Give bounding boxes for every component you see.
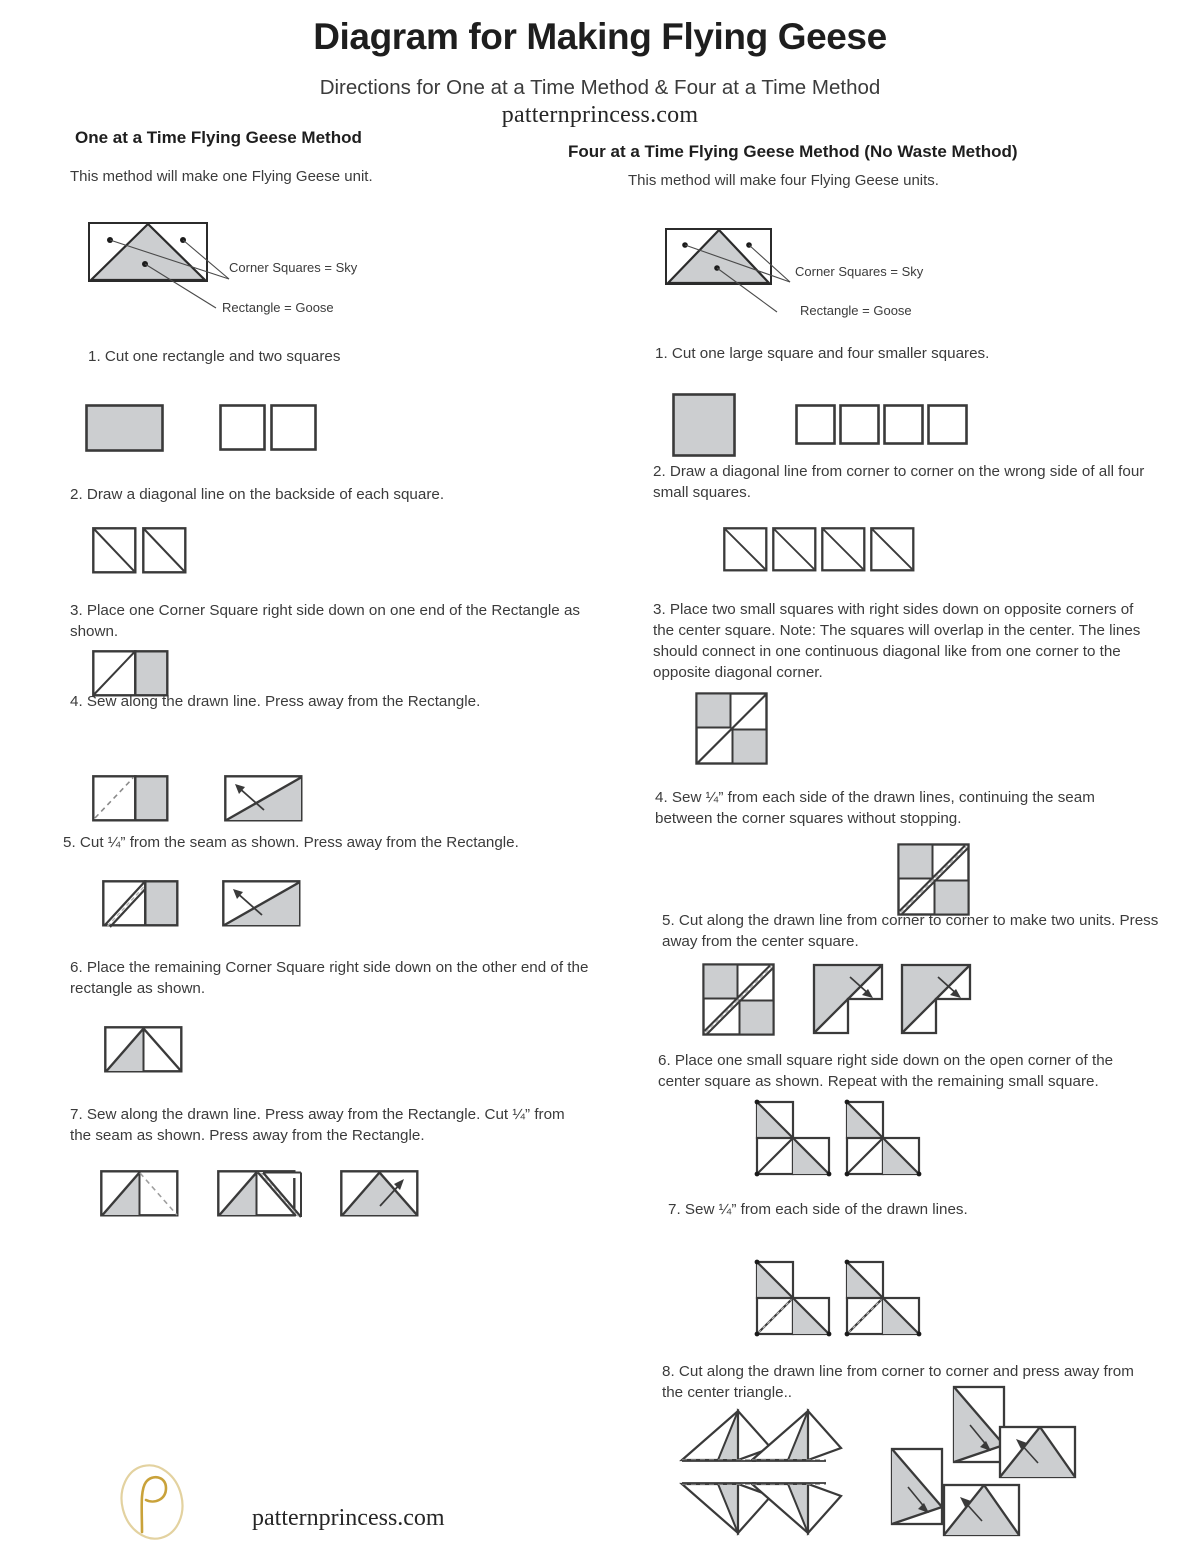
left-step-5-diagram: [102, 880, 342, 932]
right-step-1-text: [655, 344, 1155, 365]
left-legend-rectangle-label: Rectangle = Goose: [222, 300, 334, 315]
right-step-1-number: 1.: [655, 345, 668, 362]
left-step-4-body: Sew along the drawn line. Press away from the Rectangle.: [86, 693, 481, 710]
left-step-3-diagram: [92, 650, 202, 698]
right-step-8-diagram-left: [678, 1408, 868, 1548]
right-step-5-text: [662, 911, 1162, 953]
right-column-heading: Four at a Time Flying Geese Method (No Waste Method): [568, 142, 1018, 161]
right-step-7-body: Sew ¼” from each side of the drawn lines.: [684, 1201, 968, 1218]
left-step-6-text: [70, 958, 590, 1000]
left-step-2-body: Draw a diagonal line on the backside of each square.: [86, 486, 445, 503]
right-step-6-number: 6.: [658, 1052, 671, 1069]
footer-website-url: patternprincess.com: [252, 1505, 445, 1531]
header-website-url: patternprincess.com: [501, 102, 699, 128]
left-step-4-number: 4.: [70, 693, 83, 710]
right-step-2-diagram: [723, 527, 923, 575]
right-step-1-diagram: [672, 393, 972, 459]
left-step-3-text: [70, 601, 600, 643]
right-step-5-body: Cut along the drawn line from corner to corner to make two units. Press away from the center square.: [662, 912, 1159, 950]
left-step-1-body: Cut one rectangle and two squares: [104, 348, 341, 365]
left-column-heading: One at a Time Flying Geese Method: [75, 128, 362, 147]
right-step-6-body: Place one small square right side down on the open corner of the center square as shown. Repeat with the remaining small square.: [658, 1052, 1114, 1090]
left-step-5-number: 5.: [63, 834, 76, 851]
left-legend-corner-label: Corner Squares = Sky: [229, 260, 358, 275]
right-step-5-number: 5.: [662, 912, 675, 929]
brand-logo: [112, 1460, 192, 1544]
right-step-2-text: [653, 462, 1156, 504]
right-step-7-number: 7.: [668, 1201, 681, 1218]
right-column-subheading: This method will make four Flying Geese units.: [628, 172, 939, 189]
left-step-4-text: [70, 692, 590, 713]
right-legend-rectangle-label: Rectangle = Goose: [800, 303, 912, 318]
right-step-5-diagram: [702, 963, 992, 1047]
left-step-5-text: [63, 833, 583, 854]
right-step-8-diagram-right: [890, 1385, 1090, 1545]
left-step-2-text: [70, 485, 570, 506]
right-step-6-text: [658, 1051, 1158, 1093]
right-step-4-body: Sew ¼” from each side of the drawn lines, continuing the seam between the corner squares without stopping.: [655, 789, 1095, 827]
right-step-2-body: Draw a diagonal line from corner to corner on the wrong side of all four small squares.: [653, 463, 1145, 501]
left-step-2-number: 2.: [70, 486, 83, 503]
right-step-3-diagram: [695, 692, 775, 768]
page-title: Diagram for Making Flying Geese: [313, 16, 887, 57]
right-step-4-number: 4.: [655, 789, 668, 806]
right-step-7-diagram: [755, 1260, 925, 1340]
left-step-1-diagram: [85, 404, 325, 458]
left-step-3-body: Place one Corner Square right side down on one end of the Rectangle as shown.: [70, 602, 580, 640]
right-step-4-diagram: [897, 843, 977, 919]
page-subtitle: Directions for One at a Time Method & Four at a Time Method: [319, 76, 881, 99]
right-step-3-number: 3.: [653, 601, 666, 618]
left-step-7-diagram: [100, 1170, 450, 1228]
right-step-3-body: Place two small squares with right sides down on opposite corners of the center square. Note: The squares will overlap in the center. The lines should connect in one continuous diagonal like from one corner to the opposite diagonal corner.: [653, 601, 1141, 681]
left-step-1-number: 1.: [88, 348, 101, 365]
right-step-6-diagram: [755, 1100, 925, 1180]
right-step-3-text: [653, 600, 1153, 684]
right-step-8-number: 8.: [662, 1363, 675, 1380]
left-step-7-number: 7.: [70, 1106, 83, 1123]
left-step-6-body: Place the remaining Corner Square right side down on the other end of the rectangle as shown.: [70, 959, 589, 997]
right-step-4-text: [655, 788, 1145, 830]
left-step-6-diagram: [104, 1026, 224, 1076]
left-step-1-text: [88, 347, 558, 368]
left-step-3-number: 3.: [70, 602, 83, 619]
right-step-1-body: Cut one large square and four smaller squares.: [671, 345, 990, 362]
right-legend-corner-label: Corner Squares = Sky: [795, 264, 924, 279]
left-step-2-diagram: [92, 527, 202, 575]
right-step-2-number: 2.: [653, 463, 666, 480]
left-column-subheading: This method will make one Flying Geese unit.: [70, 168, 373, 185]
left-step-7-body: Sew along the drawn line. Press away from the Rectangle. Cut ¼” from the seam as shown. Press away from the Rectangle.: [70, 1106, 565, 1144]
left-step-5-body: Cut ¼” from the seam as shown. Press away from the Rectangle.: [79, 834, 519, 851]
left-step-4-diagram: [92, 775, 332, 825]
right-step-7-text: [668, 1200, 1148, 1221]
left-step-6-number: 6.: [70, 959, 83, 976]
left-step-7-text: [70, 1105, 590, 1147]
right-step-8-body: Cut along the drawn line from corner to corner and press away from the center triangle..: [662, 1363, 1134, 1401]
